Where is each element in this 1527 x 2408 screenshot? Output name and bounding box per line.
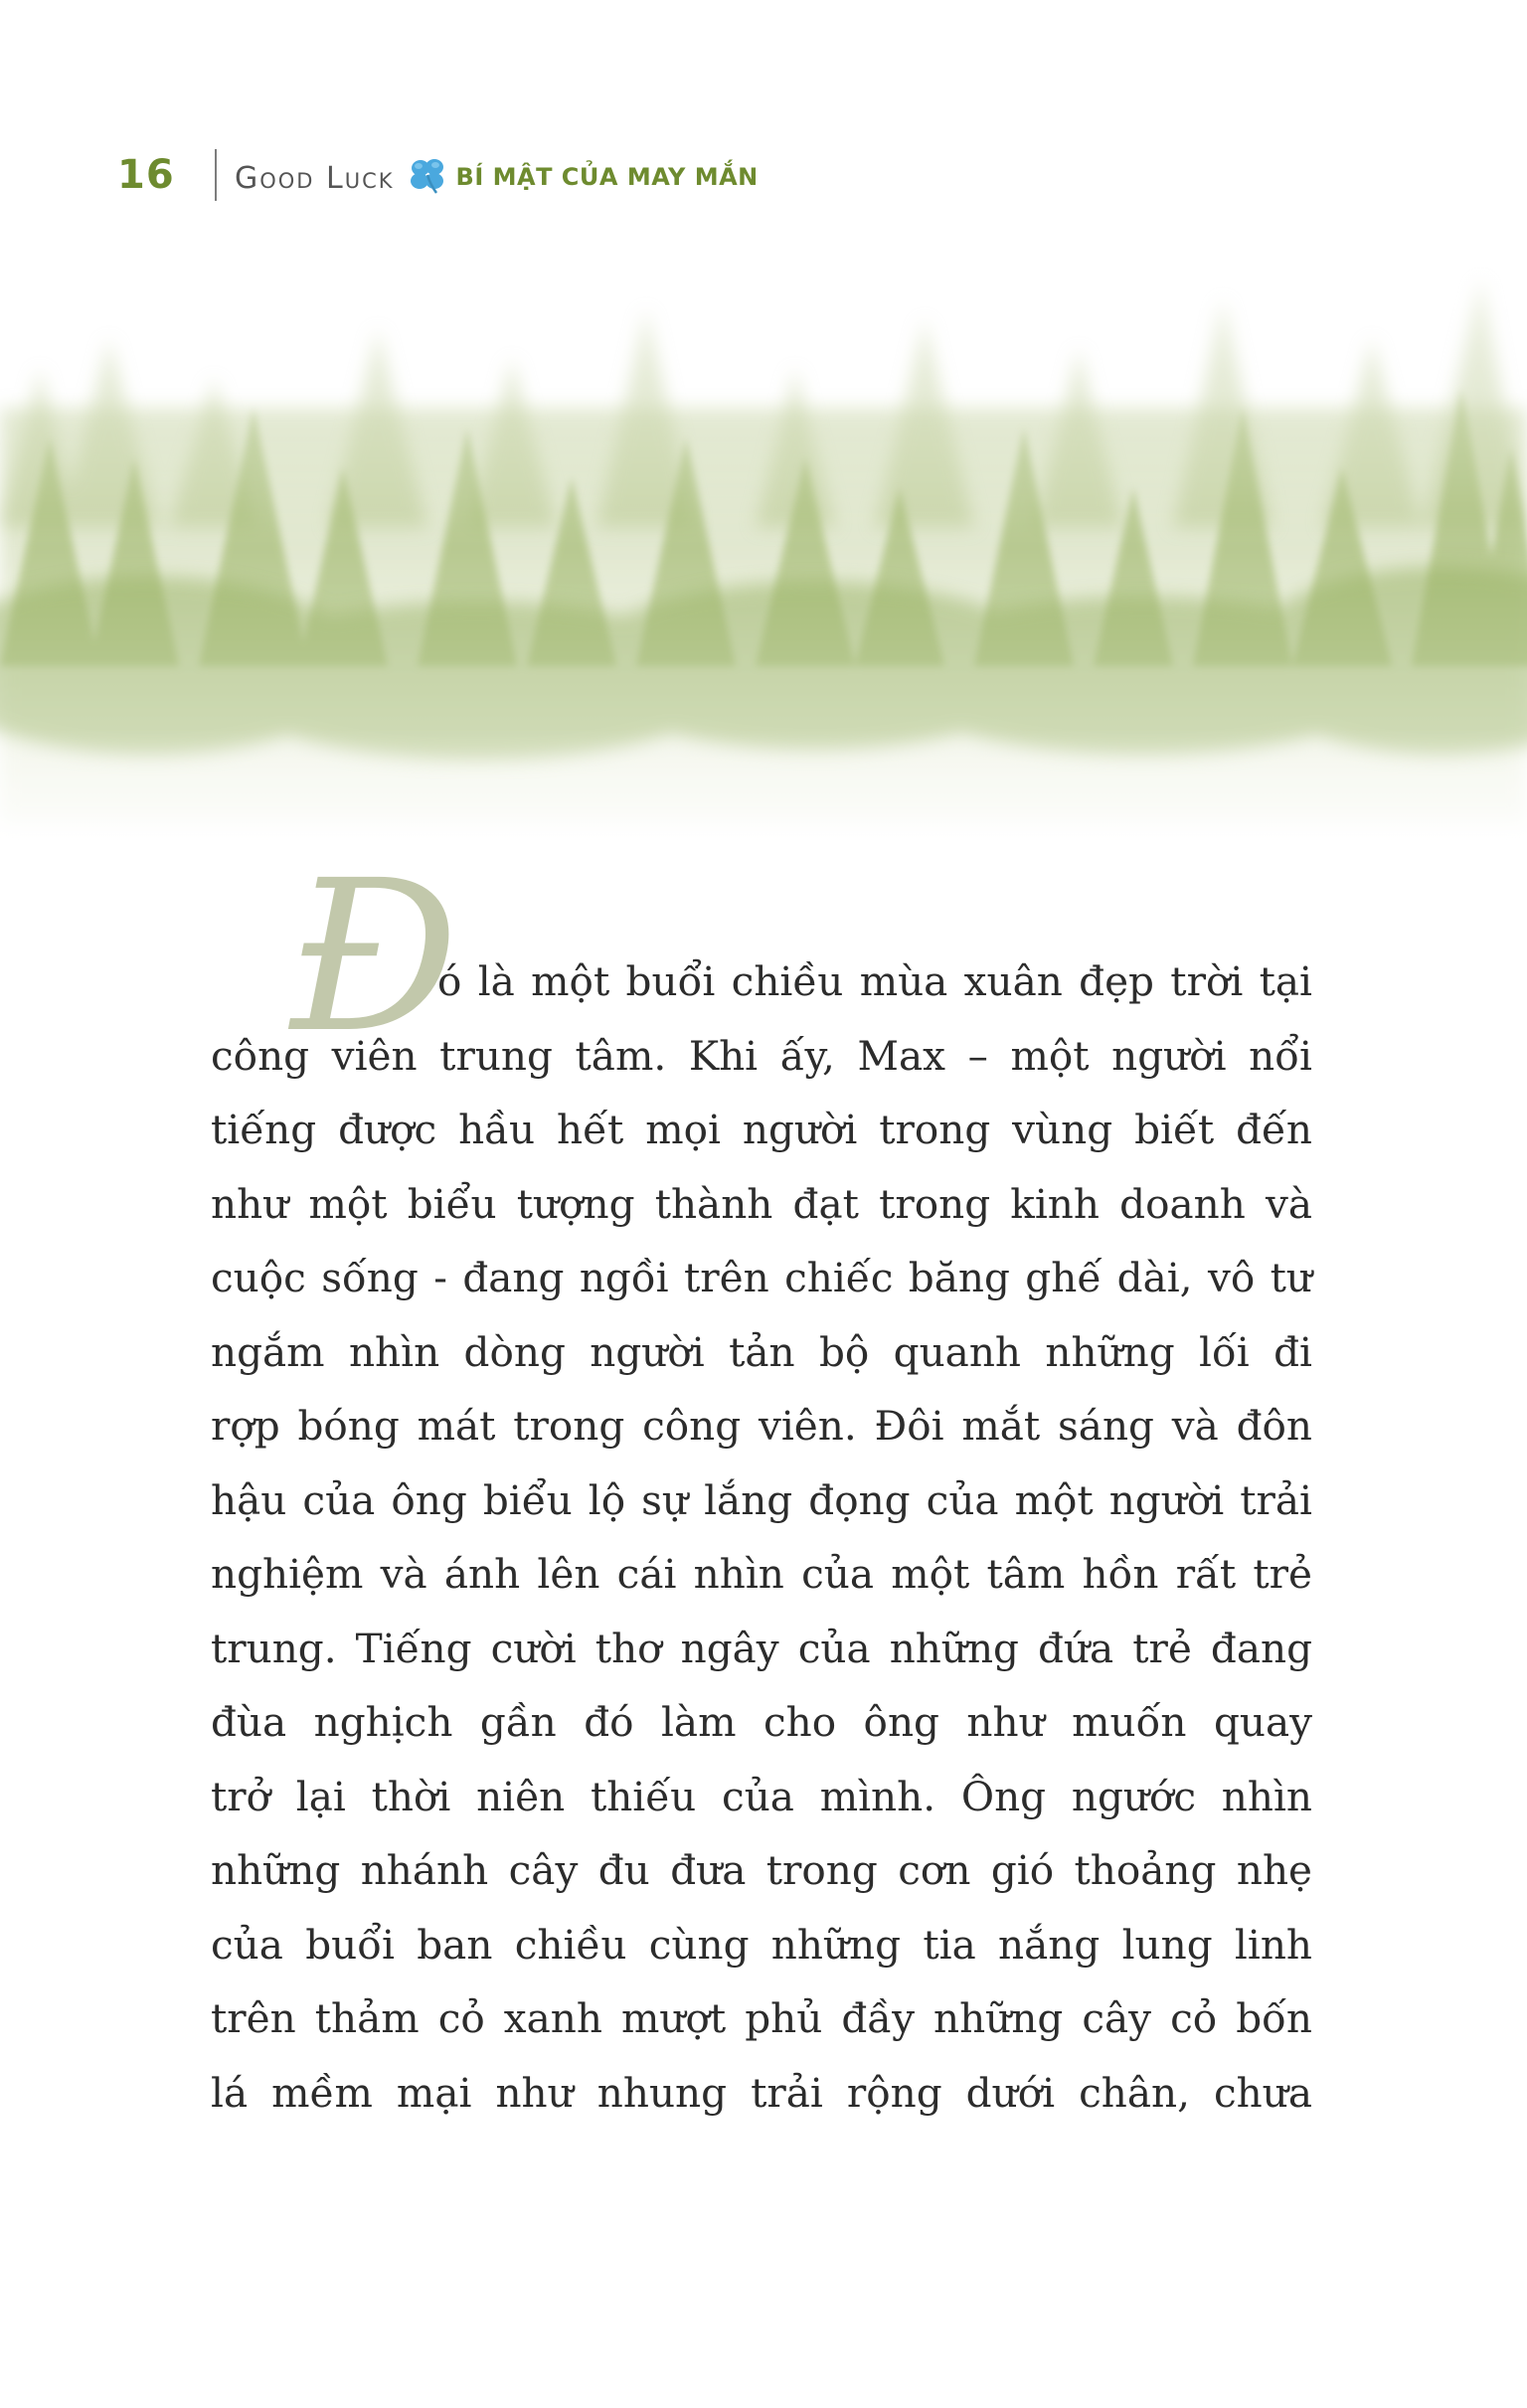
- book-subtitle: BÍ MẬT CỦA MAY MẮN: [455, 163, 759, 191]
- paragraph: [211, 945, 1312, 2130]
- text-line: ngắm nhìn dòng người tản bộ quanh những lối đi: [211, 1327, 1312, 1376]
- text-line: lá mềm mại như nhung trải rộng dưới chân, chưa: [211, 2068, 1312, 2117]
- text-line: hậu của ông biểu lộ sự lắng đọng của một người trải: [211, 1475, 1312, 1524]
- text-line: trung. Tiếng cười thơ ngây của những đứa trẻ đang: [211, 1624, 1312, 1672]
- drop-cap: Đ: [290, 835, 459, 1079]
- text-line: trên thảm cỏ xanh mượt phủ đầy những cây cỏ bốn: [211, 1994, 1312, 2042]
- text-line: của buổi ban chiều cùng những tia nắng lung linh: [211, 1920, 1312, 1969]
- text-line: tiếng được hầu hết mọi người trong vùng biết đến: [211, 1106, 1312, 1153]
- four-leaf-clover-icon: [405, 155, 450, 195]
- misty-forest-illustration: [0, 109, 1527, 905]
- page-number: 16: [117, 152, 175, 198]
- text-line: đùa nghịch gần đó làm cho ông như muốn quay: [211, 1698, 1312, 1746]
- text-line: trở lại thời niên thiếu của mình. Ông ngước nhìn: [211, 1772, 1312, 1820]
- text-line: như một biểu tượng thành đạt trong kinh doanh và: [211, 1179, 1312, 1228]
- text-line: những nhánh cây đu đưa trong cơn gió thoảng nhẹ: [211, 1846, 1312, 1894]
- book-title: Good Luck: [235, 160, 395, 196]
- chapter-body: [211, 835, 1312, 2130]
- text-line: ó là một buổi chiều mùa xuân đẹp trời tại: [437, 957, 1312, 1005]
- text-line: công viên trung tâm. Khi ấy, Max – một người nổi: [211, 1031, 1312, 1080]
- running-header: [117, 149, 759, 201]
- text-line: cuộc sống - đang ngồi trên chiếc băng ghế dài, vô tư: [211, 1254, 1312, 1301]
- text-line: rợp bóng mát trong công viên. Đôi mắt sáng và đôn: [211, 1402, 1312, 1450]
- text-line: nghiệm và ánh lên cái nhìn của một tâm hồn rất trẻ: [211, 1550, 1312, 1598]
- header-divider: [215, 149, 217, 201]
